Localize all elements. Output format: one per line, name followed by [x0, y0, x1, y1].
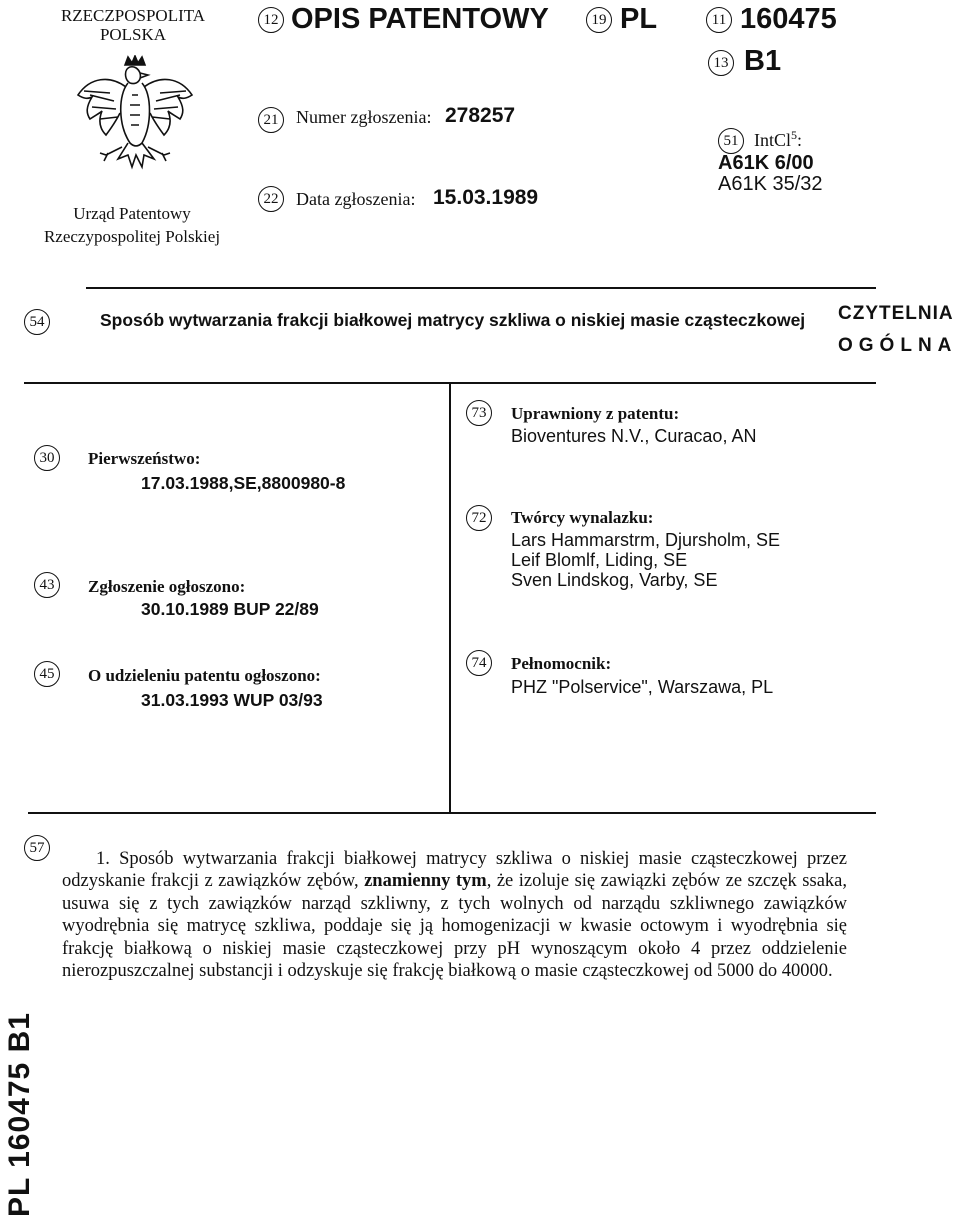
patent-office — [22, 202, 242, 248]
inid-code-30: 30 — [34, 445, 60, 471]
inid-code-51: 51 — [718, 128, 744, 154]
grant-label: O udzieleniu patentu ogłoszono: — [88, 666, 321, 685]
abstract-characterized-by: znamienny tym — [364, 871, 487, 892]
filing-date: 15.03.1989 — [433, 186, 539, 209]
stamp-line2: OGÓLNA — [838, 335, 958, 356]
priority-label: Pierwszeństwo: — [88, 449, 201, 468]
ipc-code-primary: A61K 6/00 — [718, 152, 814, 174]
inventor-name: Lars Hammarstrm, Djursholm, SE — [511, 530, 781, 550]
owner-label: Uprawniony z patentu: — [511, 404, 680, 423]
office-line1: Urząd Patentowy — [73, 204, 191, 223]
priority-value: 17.03.1988,SE,8800980-8 — [141, 473, 346, 493]
classification-label — [754, 128, 802, 151]
country-line2: POLSKA — [99, 25, 167, 44]
filing-date-label: Data zgłoszenia: — [296, 189, 416, 209]
intcl-text: IntCl — [754, 130, 792, 150]
rule-top — [86, 287, 876, 289]
inventor-name: Leif Blomlf, Liding, SE — [511, 550, 688, 570]
document-type: OPIS PATENTOWY — [291, 3, 549, 35]
country-code: PL — [620, 3, 658, 35]
attorney-label: Pełnomocnik: — [511, 654, 612, 673]
rule-bibliographic-bottom — [28, 812, 876, 814]
abstract-text-part2: , że izoluje się zawiązki zębów ze szczęk ssaka, usuwa się z tych zawiązków narząd szkliwny, z tych wolnych od narządu szkliwnego zawiązków wyodrębnia się matrycę szkliwa, poddaje się ją homogenizacji w kwasie octowym i wyodrębnia się frakcję białkową o niskiej masie cząsteczkowej przy pH wynoszącym około 4 przez oddzielenie nierozpuszczalnej substancji i odzyskuje się frakcję białkową o masie cząsteczkowej od 5000 do 40000. — [62, 871, 847, 982]
inid-code-74: 74 — [466, 650, 492, 676]
invention-title: Sposób wytwarzania frakcji białkowej matrycy szkliwa o niskiej masie cząsteczkowej — [100, 310, 806, 330]
inventor-name: Sven Lindskog, Varby, SE — [511, 570, 718, 590]
abstract-claim — [62, 848, 847, 982]
inid-code-13: 13 — [708, 50, 734, 76]
classification-codes — [718, 153, 823, 195]
inid-code-22: 22 — [258, 186, 284, 212]
inventors-label: Twórcy wynalazku: — [511, 508, 654, 527]
country-line1: RZECZPOSPOLITA — [60, 6, 206, 25]
inid-code-11: 11 — [706, 7, 732, 33]
intcl-colon: : — [797, 130, 803, 150]
inid-code-57: 57 — [24, 835, 50, 861]
abstract-text-part1: 1. Sposób wytwarzania frakcji białkowej matrycy szkliwa o niskiej masie cząsteczkowej przez odzyskanie frakcji z zawiązków zębów, — [62, 849, 847, 892]
stamp-line1: CZYTELNIA — [838, 303, 954, 324]
inid-code-73: 73 — [466, 400, 492, 426]
grant-value: 31.03.1993 WUP 03/93 — [141, 690, 323, 710]
eagle-emblem-icon — [70, 55, 200, 195]
intcl-edition: 5 — [791, 128, 798, 142]
filing-number: 278257 — [445, 104, 516, 127]
inid-code-54: 54 — [24, 309, 50, 335]
ipc-code-secondary: A61K 35/32 — [718, 173, 823, 195]
inid-code-43: 43 — [34, 572, 60, 598]
office-line2: Rzeczypospolitej Polskiej — [43, 227, 221, 246]
inid-code-45: 45 — [34, 661, 60, 687]
publication-label: Zgłoszenie ogłoszono: — [88, 577, 246, 596]
kind-code: B1 — [744, 45, 782, 77]
publication-value: 30.10.1989 BUP 22/89 — [141, 599, 319, 619]
inid-code-72: 72 — [466, 505, 492, 531]
inid-code-21: 21 — [258, 107, 284, 133]
inventors-list — [511, 530, 780, 590]
country-name — [38, 6, 228, 44]
rule-column-divider — [449, 382, 451, 812]
side-patent-code: PL 160475 B1 — [3, 1012, 36, 1217]
inid-code-19: 19 — [586, 7, 612, 33]
inid-code-12: 12 — [258, 7, 284, 33]
filing-number-label: Numer zgłoszenia: — [296, 107, 432, 127]
attorney-value: PHZ "Polservice", Warszawa, PL — [511, 677, 774, 697]
library-stamp — [838, 298, 958, 362]
patent-number: 160475 — [740, 3, 837, 35]
owner-value: Bioventures N.V., Curacao, AN — [511, 426, 757, 446]
